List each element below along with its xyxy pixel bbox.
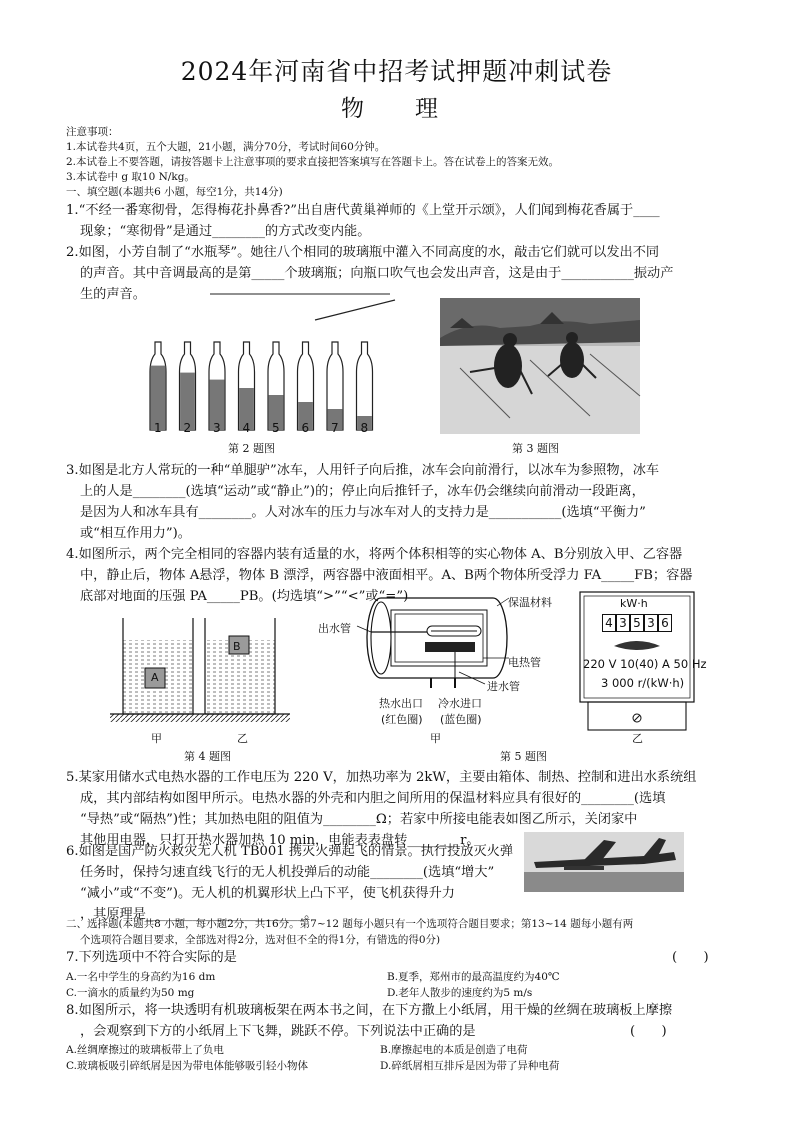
question-line: 6.如图是国产防火救灾无人机 TB001 携灭火弹起飞的情景。执行投放灭火弹 — [66, 844, 514, 859]
figure-5-yi-label: 乙 — [632, 732, 643, 745]
bottle-number: 8 — [360, 421, 369, 435]
inlet-pipe-label: 进水管 — [487, 680, 520, 693]
question-line: 现象；“寒彻骨”是通过________的方式改变内能。 — [80, 224, 371, 239]
question-line: 1.“不经一番寒彻骨，怎得梅花扑鼻香?”出自唐代黄巢禅师的《上堂开示颂》，人们闻到梅花香属于____ — [66, 203, 660, 218]
figure-6-drone-photo — [524, 832, 684, 892]
question-line: 是因为人和冰车具有________。人对冰车的压力与冰车对人的支持力是___________(选填“平衡力” — [80, 505, 646, 520]
subject-title: 物 理 — [341, 96, 452, 122]
option: B.夏季，郑州市的最高温度约为40℃ — [387, 971, 560, 983]
bottle-number: 5 — [272, 421, 280, 435]
question-line: 5.某家用储水式电热水器的工作电压为 220 V，加热功率为 2kW，主要由箱体、制热、控制和进出水系统组 — [66, 770, 697, 785]
question-line: 或“相互作用力”)。 — [80, 526, 191, 541]
note-item: 1.本试卷共4页，五个大题，21小题，满分70分，考试时间60分钟。 — [66, 141, 386, 153]
figure-4-caption: 第 4 题图 — [184, 750, 231, 763]
answer-parenthesis: ( ) — [630, 1024, 667, 1039]
meter-unit: kW·h — [620, 597, 648, 610]
bottle-number: 3 — [213, 421, 221, 435]
cold-water-inlet-label: 冷水进口 — [438, 697, 482, 710]
section-heading: 二、选择题(本题共8 小题，每小题2分，共16分。第7~12 题每小题只有一个选项符合题目要求；第13~14 题每小题有两 — [66, 918, 634, 930]
bottle-number: 6 — [301, 421, 310, 435]
question-line: 的声音。其中音调最高的是第_____个玻璃瓶；向瓶口吹气也会发出声音，这是由于___________振动产 — [80, 266, 674, 281]
note-item: 2.本试卷上不要答题，请按答题卡上注意事项的要求直接把答案填写在答题卡上。答在试卷上的答案无效。 — [66, 156, 560, 168]
figure-3-photo — [440, 298, 640, 434]
note-item: 3.本试卷中 g 取10 N/kg。 — [66, 171, 195, 183]
answer-parenthesis: ( ) — [672, 950, 709, 965]
figure-4-containers — [105, 618, 295, 730]
meter-digit: 3 — [616, 614, 630, 632]
option: A.丝绸摩擦过的玻璃板带上了负电 — [66, 1044, 224, 1056]
question-line: 8.如图所示，将一块透明有机玻璃板架在两本书之间，在下方撒上小纸屑，用干燥的丝绸在玻璃板上摩擦 — [66, 1003, 673, 1018]
question-line: ，其原理是________________________。 — [80, 907, 318, 922]
bottle-number: 4 — [242, 421, 251, 435]
question-line: 7.下列选项中不符合实际的是 — [66, 950, 237, 965]
option: C.玻璃板吸引碎纸屑是因为带电体能够吸引轻小物体 — [66, 1060, 308, 1072]
object-b-label: B — [233, 640, 241, 653]
outlet-pipe-label: 出水管 — [318, 622, 351, 635]
question-line: 底部对地面的压强 PA_____PB。(均选填“>”“<”或“=”) — [80, 589, 409, 604]
option: B.摩擦起电的本质是创造了电荷 — [380, 1044, 528, 1056]
figure-2-caption: 第 2 题图 — [228, 442, 275, 455]
bottle-number: 1 — [154, 421, 162, 435]
figure-5-caption: 第 5 题图 — [500, 750, 547, 763]
question-line: ，会观察到下方的小纸屑上下飞舞，跳跃不停。下列说法中正确的是 — [80, 1024, 476, 1039]
exam-title: 2024年河南省中招考试押题冲刺试卷 — [180, 57, 613, 86]
question-line: “导热”或“隔热”)性；其加热电阻的阻值为________Ω；若家中所接电能表如图乙所示，关闭家中 — [80, 812, 638, 827]
meter-digit: 6 — [658, 614, 672, 632]
question-line: 中，静止后，物体 A悬浮，物体 B 漂浮，两容器中液面相平。A、B两个物体所受浮力 FA_____FB；容器 — [80, 568, 693, 583]
section-heading: 个选项符合题目要求，全部选对得2分，选对但不全的得1分，有错选的得0分) — [80, 934, 441, 946]
container-yi-label: 乙 — [237, 732, 248, 745]
figure-3-caption: 第 3 题图 — [512, 442, 559, 455]
container-jia-label: 甲 — [151, 732, 162, 745]
option: D.碎纸屑相互排斥是因为带了异种电荷 — [380, 1060, 560, 1072]
bottle-number: 2 — [183, 421, 192, 435]
notes-heading: 注意事项： — [66, 126, 119, 138]
option: C.一滴水的质量约为50 mg — [66, 987, 195, 999]
question-line: “减小”或“不变”)。无人机的机翼形状上凸下平，使飞机获得升力 — [80, 886, 455, 901]
option: A.一名中学生的身高约为16 dm — [66, 971, 216, 983]
object-a-label: A — [151, 671, 159, 684]
meter-digit: 3 — [644, 614, 658, 632]
question-line: 生的声音。 — [80, 287, 146, 302]
question-line: 任务时，保持匀速直线飞行的无人机投弹后的动能________(选填“增大” — [80, 865, 495, 880]
meter-rating: 220 V 10(40) A 50 Hz — [583, 657, 707, 671]
meter-digit: 4 — [602, 614, 616, 632]
question-line: 3.如图是北方人常玩的一种“单腿驴”冰车，人用钎子向后推，冰车会向前滑行，以冰车为参照物，冰车 — [66, 463, 660, 478]
insulation-label: 保温材料 — [508, 596, 552, 609]
section-heading: 一、填空题(本题共6 小题，每空1分，共14分) — [66, 186, 283, 198]
question-line: 成，其内部结构如图甲所示。电热水器的外壳和内胆之间所用的保温材料应具有很好的________(选填 — [80, 791, 666, 806]
hot-water-outlet-label: 热水出口 — [379, 697, 423, 710]
question-line: 上的人是________(选填“运动”或“静止”)的；停止向后推钎子，冰车仍会继续向前滑动一段距离， — [80, 484, 645, 499]
figure-5-jia-label: 甲 — [430, 732, 441, 745]
heater-tube-label: 电热管 — [508, 656, 541, 669]
meter-constant: 3 000 r/(kW·h) — [601, 676, 685, 690]
question-line: 4.如图所示，两个完全相同的容器内装有适量的水，将两个体积相等的实心物体 A、B分别放入甲、乙容器 — [66, 547, 683, 562]
question-line: 2.如图，小芳自制了“水瓶琴”。她往八个相同的玻璃瓶中灌入不同高度的水，敲击它们就可以发出不同 — [66, 245, 660, 260]
question-line: 其他用电器，只打开热水器加热 10 min，电能表表盘转________r。 — [80, 833, 480, 848]
option: D.老年人散步的速度约为5 m/s — [387, 987, 533, 999]
cold-water-inlet-note: (蓝色圈) — [440, 713, 482, 726]
bottle-number: 7 — [331, 421, 339, 435]
hot-water-outlet-note: (红色圈) — [381, 713, 423, 726]
meter-digit: 5 — [630, 614, 644, 632]
